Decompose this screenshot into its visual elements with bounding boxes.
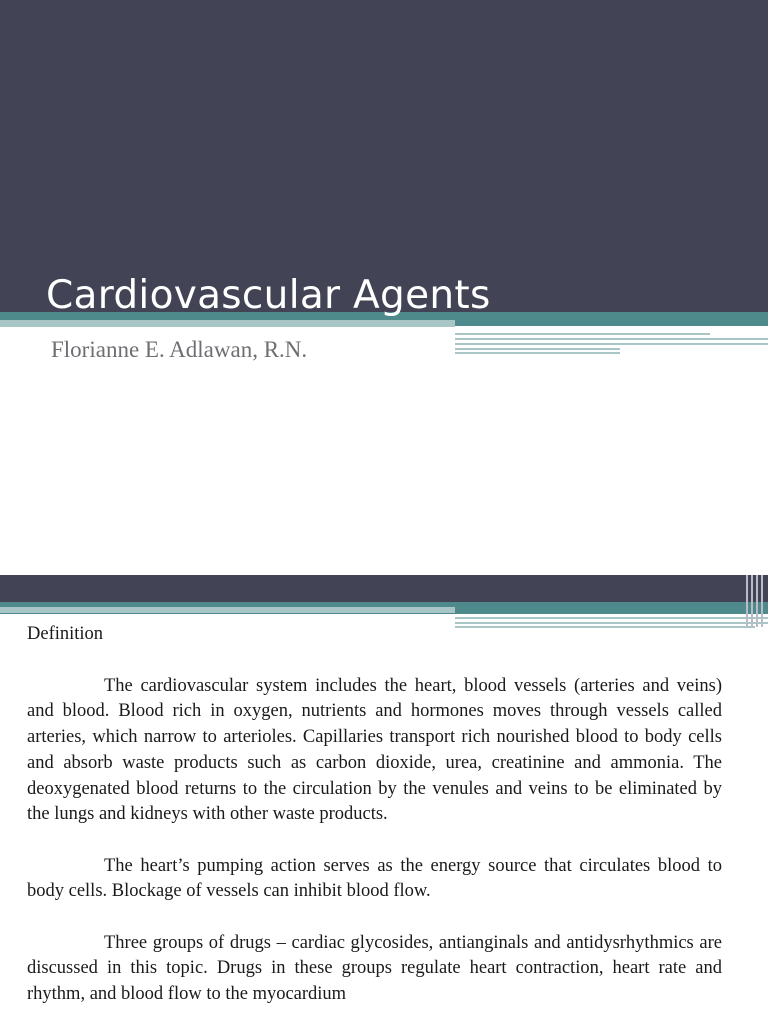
content-slide-light-band xyxy=(0,607,455,613)
content-slide-vertical-bar xyxy=(756,575,758,627)
title-slide-dark-band xyxy=(0,0,768,312)
title-slide-stripe xyxy=(455,338,768,340)
content-slide-vertical-bar xyxy=(761,575,763,627)
title-slide-stripe xyxy=(455,352,620,354)
body-paragraph: The heart’s pumping action serves as the energy source that circulates blood to body cells. Blockage of vessels can inhibit blood flow. xyxy=(27,855,722,902)
content-slide-vertical-bar xyxy=(751,575,753,627)
slide-subtitle: Florianne E. Adlawan, R.N. xyxy=(51,337,308,362)
slide-title: Cardiovascular Agents xyxy=(46,273,491,318)
slide-body xyxy=(27,622,722,1024)
title-slide-stripe xyxy=(455,343,768,345)
section-heading: Definition xyxy=(27,624,104,644)
content-slide-stripe xyxy=(455,617,768,619)
content-slide-vertical-bar xyxy=(746,575,748,627)
body-paragraph: Three groups of drugs – cardiac glycosides, antianginals and antidysrhythmics are discussed in this topic. Drugs in these groups regulate heart contraction, heart rate and rhythm, and blood flow to the myocardium xyxy=(27,932,722,1005)
title-slide-stripe xyxy=(455,333,710,335)
content-slide xyxy=(0,575,768,1024)
body-paragraph: The cardiovascular system includes the heart, blood vessels (arteries and veins) and blood. Blood rich in oxygen, nutrients and hormones moves through vessels called arteries, which narrow to arterioles. Capillaries transport rich nourished blood to body cells and absorb waste products such as carbon dioxide, urea, creatinine and ammonia. The deoxygenated blood returns to the circulation by the venules and veins to be eliminated by the lungs and kidneys with other waste products. xyxy=(27,675,722,825)
content-slide-dark-band xyxy=(0,575,768,602)
title-slide-stripe xyxy=(455,348,620,350)
